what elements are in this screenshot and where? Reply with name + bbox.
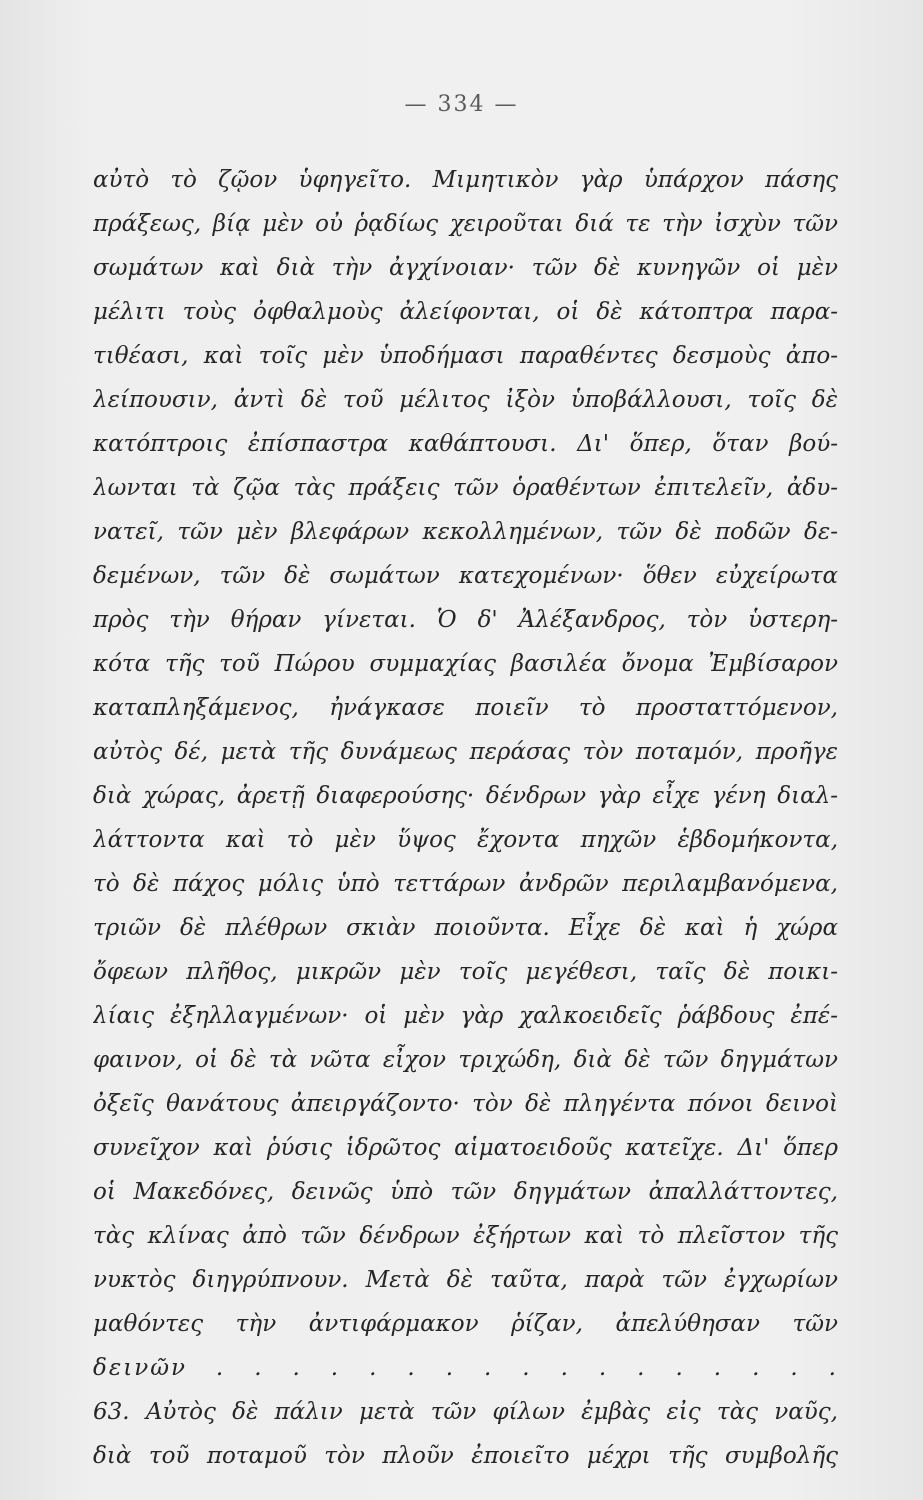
- text-line: τὸ δὲ πάχος μόλις ὑπὸ τεττάρων ἀνδρῶν περιλαμβανόμενα,: [93, 871, 838, 897]
- section-start-line: 63. Αὐτὸς δὲ πάλιν μετὰ τῶν φίλων ἐμβὰς εἰς τὰς ναῦς,: [93, 1399, 838, 1425]
- text-line: λάττοντα καὶ τὸ μὲν ὕψος ἔχοντα πηχῶν ἑβδομήκοντα,: [93, 827, 838, 853]
- text-line: σωμάτων καὶ διὰ τὴν ἀγχίνοιαν· τῶν δὲ κυνηγῶν οἱ μὲν: [93, 255, 838, 281]
- page-number: — 334 —: [404, 92, 519, 117]
- text-line: διὰ χώρας, ἀρετῇ διαφερούσης· δένδρων γὰρ εἶχε γένη διαλ-: [93, 783, 838, 809]
- text-line: πρὸς τὴν θήραν γίνεται. Ὁ δ' Ἀλέξανδρος, τὸν ὑστερη-: [93, 607, 838, 633]
- text-line: ὄφεων πλῆθος, μικρῶν μὲν τοῖς μεγέθεσι, ταῖς δὲ ποικι-: [93, 959, 838, 985]
- text-line: τριῶν δὲ πλέθρων σκιὰν ποιοῦντα. Εἶχε δὲ καὶ ἡ χώρα: [93, 915, 838, 941]
- text-line: λίαις ἐξηλλαγμένων· οἱ μὲν γὰρ χαλκοειδεῖς ῥάβδους ἐπέ-: [93, 1003, 838, 1029]
- text-line: οἱ Μακεδόνες, δεινῶς ὑπὸ τῶν δηγμάτων ἀπαλλάττοντες,: [93, 1179, 838, 1205]
- text-line: μαθόντες τὴν ἀντιφάρμακον ῥίζαν, ἀπελύθησαν τῶν: [93, 1311, 838, 1337]
- text-line: κατόπτροις ἐπίσπαστρα καθάπτουσι. Δι' ὅπερ, ὅταν βού-: [93, 431, 838, 457]
- body-text: [93, 158, 838, 1478]
- text-line: τιθέασι, καὶ τοῖς μὲν ὑποδήμασι παραθέντες δεσμοὺς ἀπο-: [93, 343, 838, 369]
- text-line: καταπληξάμενος, ἠνάγκασε ποιεῖν τὸ προσταττόμενον,: [93, 695, 838, 721]
- text-line: αὐτὸ τὸ ζῷον ὑφηγεῖτο. Μιμητικὸν γὰρ ὑπάρχον πάσης: [93, 167, 838, 193]
- text-line: λωνται τὰ ζῷα τὰς πράξεις τῶν ὁραθέντων ἐπιτελεῖν, ἀδυ-: [93, 475, 838, 501]
- text-line: λείπουσιν, ἀντὶ δὲ τοῦ μέλιτος ἰξὸν ὑποβάλλουσι, τοῖς δὲ: [93, 387, 838, 413]
- text-line: διὰ τοῦ ποταμοῦ τὸν πλοῦν ἐποιεῖτο μέχρι τῆς συμβολῆς: [93, 1443, 838, 1469]
- text-line: δεινῶν . . . . . . . . . . . . . . . . .: [93, 1355, 838, 1381]
- text-line: μέλιτι τοὺς ὀφθαλμοὺς ἀλείφονται, οἱ δὲ κάτοπτρα παρα-: [93, 299, 838, 325]
- text-line: ὀξεῖς θανάτους ἀπειργάζοντο· τὸν δὲ πληγέντα πόνοι δεινοὶ: [93, 1091, 838, 1117]
- text-line: τὰς κλίνας ἀπὸ τῶν δένδρων ἐξήρτων καὶ τὸ πλεῖστον τῆς: [93, 1223, 838, 1249]
- text-line: φαινον, οἱ δὲ τὰ νῶτα εἶχον τριχώδη, διὰ δὲ τῶν δηγμάτων: [93, 1047, 838, 1073]
- text-line: νατεῖ, τῶν μὲν βλεφάρων κεκολλημένων, τῶν δὲ ποδῶν δε-: [93, 519, 838, 545]
- text-line: συνεῖχον καὶ ῥύσις ἱδρῶτος αἱματοειδοῦς κατεῖχε. Δι' ὅπερ: [93, 1135, 838, 1161]
- text-line: δεμένων, τῶν δὲ σωμάτων κατεχομένων· ὅθεν εὐχείρωτα: [93, 563, 838, 589]
- text-line: αὐτὸς δέ, μετὰ τῆς δυνάμεως περάσας τὸν ποταμόν, προῆγε: [93, 739, 838, 765]
- text-line: νυκτὸς διηγρύπνουν. Μετὰ δὲ ταῦτα, παρὰ τῶν ἐγχωρίων: [93, 1267, 838, 1293]
- text-line: πράξεως, βίᾳ μὲν οὐ ῥᾳδίως χειροῦται διά τε τὴν ἰσχὺν τῶν: [93, 211, 838, 237]
- text-line: κότα τῆς τοῦ Πώρου συμμαχίας βασιλέα ὄνομα Ἐμβίσαρον: [93, 651, 838, 677]
